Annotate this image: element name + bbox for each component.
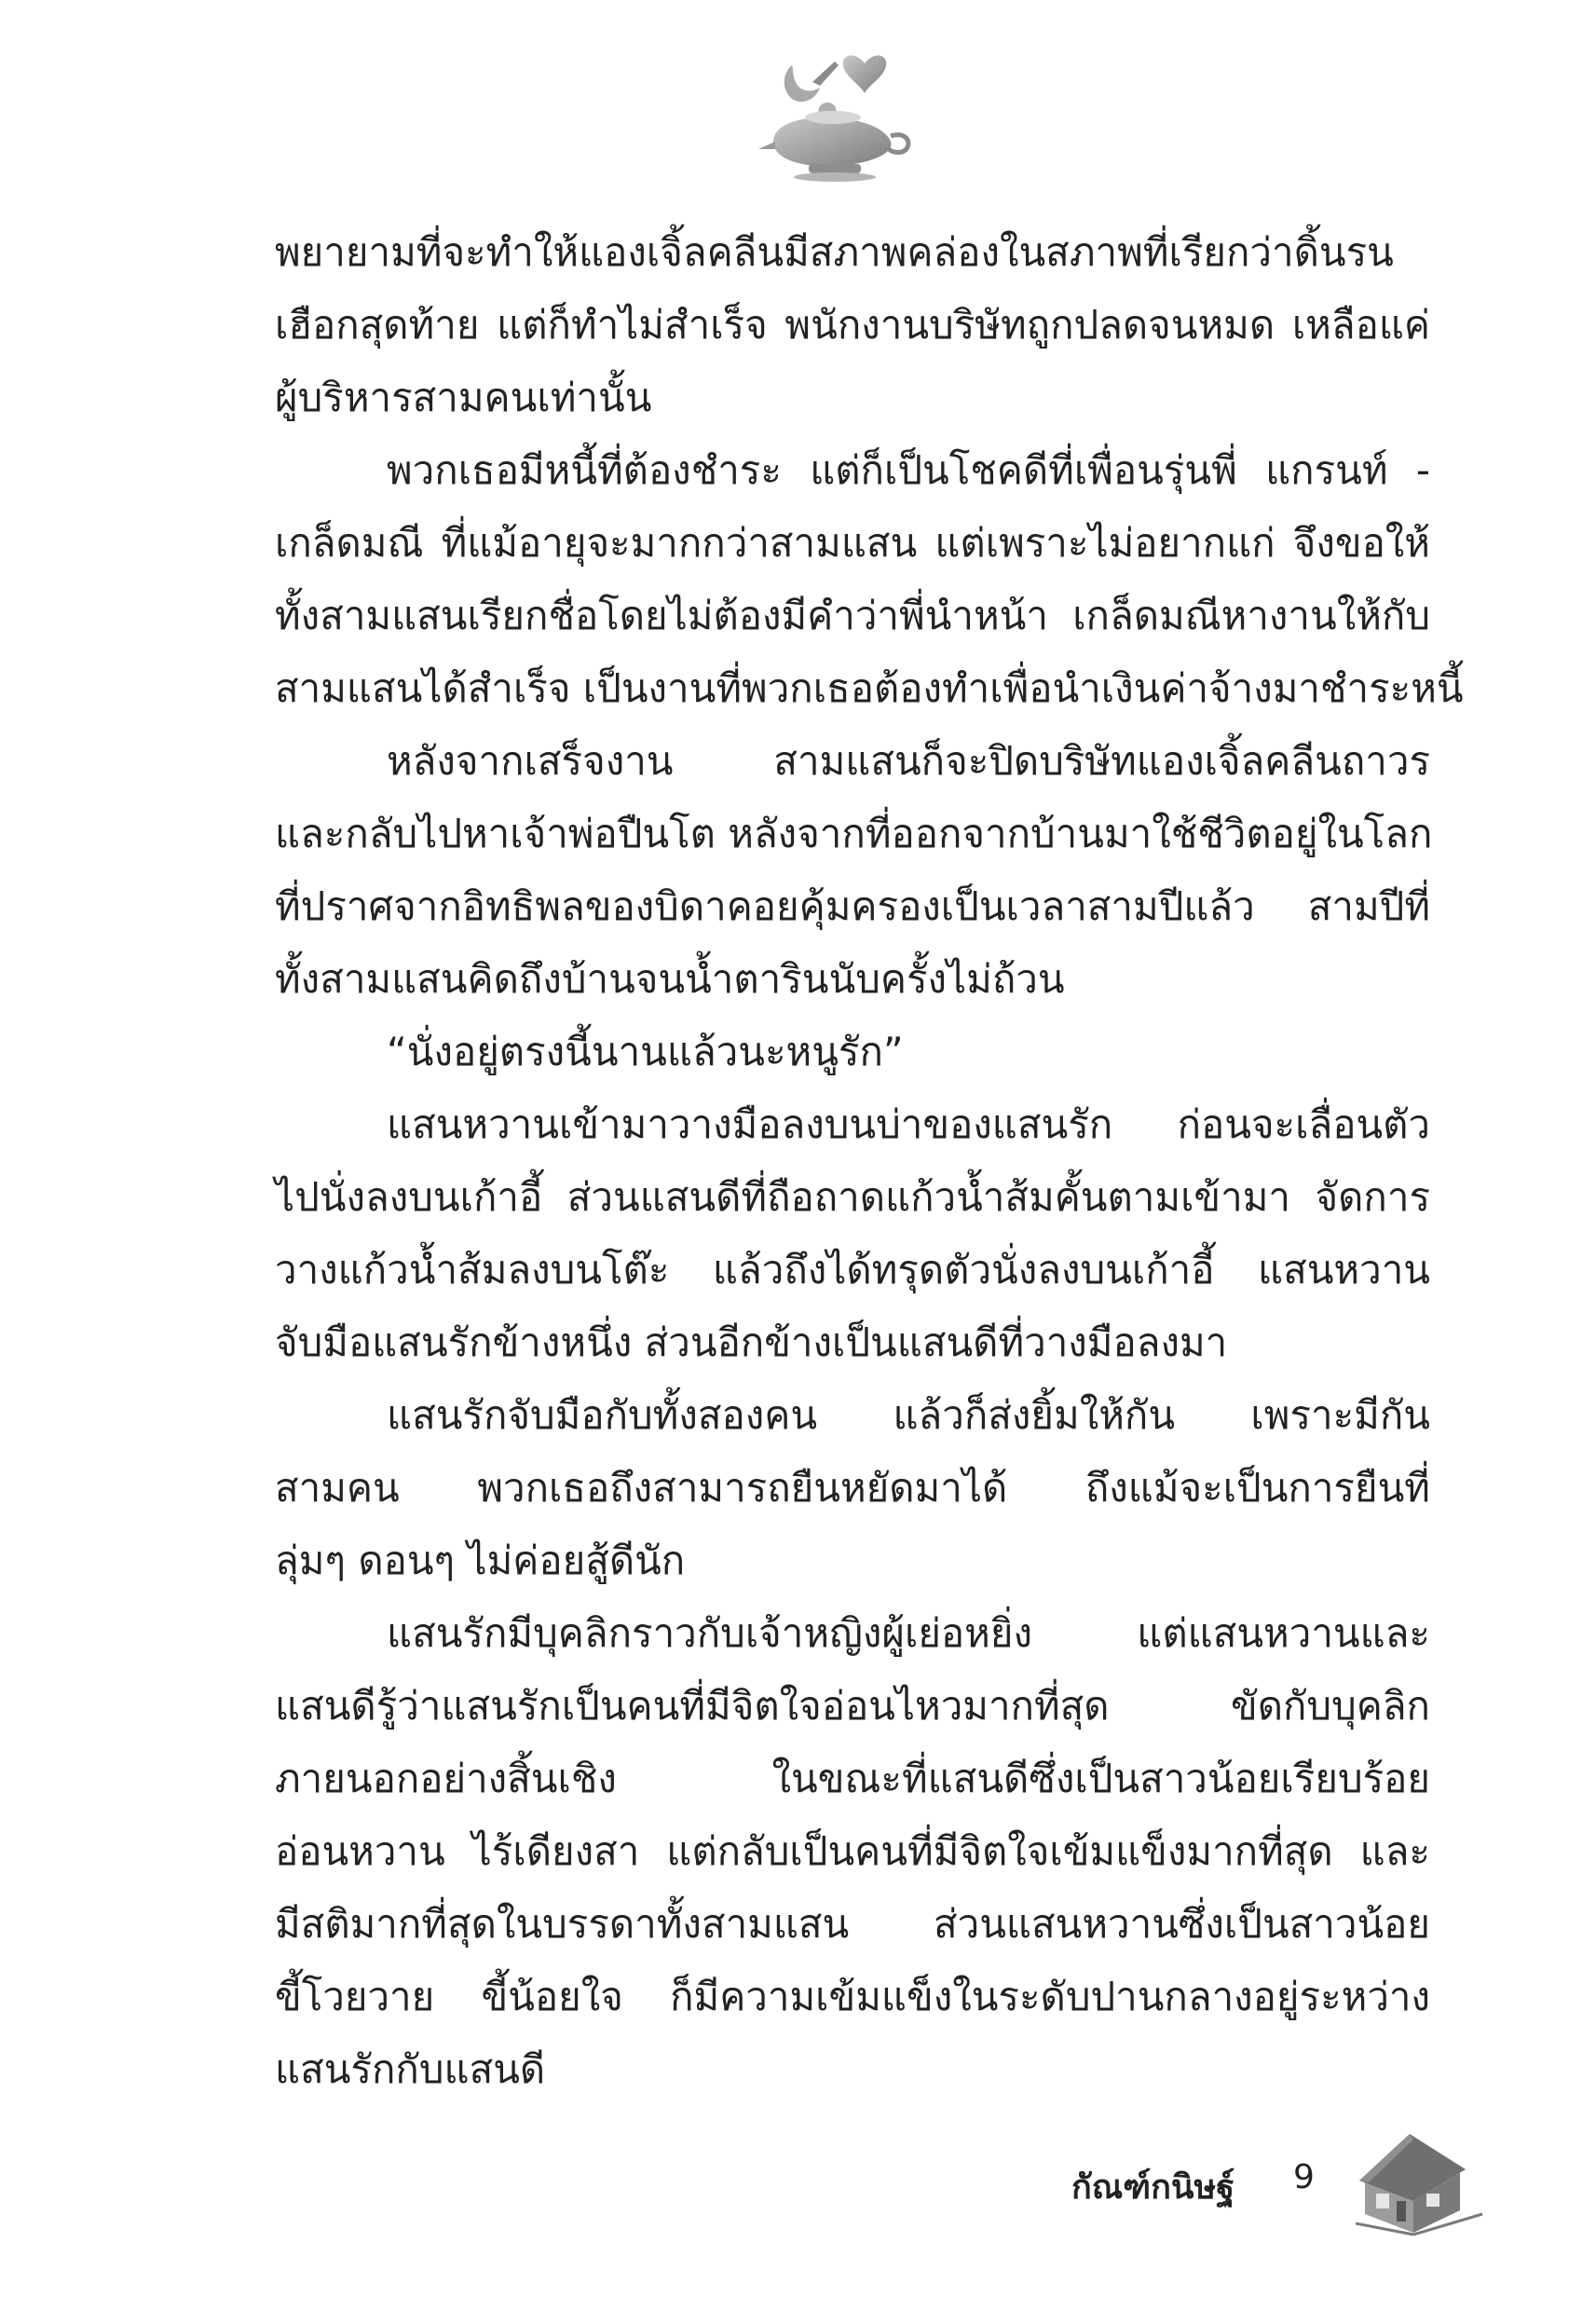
body-text (275, 216, 1464, 2106)
text-line: อ่อนหวาน ไร้เดียงสา แต่กลับเป็นคนที่มีจิตใจเข้มแข็งมากที่สุด และ (275, 1828, 1430, 1874)
text-line: สามคน พวกเธอถึงสามารถยืนหยัดมาได้ ถึงแม้จะเป็นการยืนที่ (275, 1465, 1430, 1511)
text-line: และกลับไปหาเจ้าพ่อปืนโต หลังจากที่ออกจากบ้านมาใช้ชีวิตอยู่ในโลก (275, 811, 1433, 856)
running-footer-title: กัณฑ์กนิษฐ์ (1071, 2168, 1235, 2207)
text-line: ทั้งสามแสนเรียกชื่อโดยไม่ต้องมีคำว่าพี่นำหน้า เกล็ดมณีหางานให้กับ (275, 593, 1430, 638)
page-number: 9 (1293, 2158, 1315, 2196)
text-line: เกล็ดมณี ที่แม้อายุจะมากกว่าสามแสน แต่เพราะไม่อยากแก่ จึงขอให้ (275, 520, 1430, 566)
paragraph (275, 1016, 1430, 1088)
text-line: ขี้โวยวาย ขี้น้อยใจ ก็มีความเข้มแข็งในระดับปานกลางอยู่ระหว่าง (275, 1974, 1430, 2019)
house-icon (1356, 2125, 1486, 2236)
text-line: สามแสนได้สำเร็จ เป็นงานที่พวกเธอต้องทำเพื่อนำเงินค่าจ้างมาชำระหนี้ (275, 665, 1464, 711)
text-line: พยายามที่จะทำให้แองเจิ้ลคลีนมีสภาพคล่องในสภาพที่เรียกว่าดิ้นรน (275, 229, 1394, 275)
paragraph (275, 1597, 1430, 2106)
paragraph (275, 725, 1433, 1016)
text-line: ทั้งสามแสนคิดถึงบ้านจนน้ำตารินนับครั้งไม่ถ้วน (275, 956, 1065, 1002)
paragraph (275, 216, 1430, 434)
text-line: “นั่งอยู่ตรงนี้นานแล้วนะหนูรัก” (387, 1029, 904, 1074)
text-line: มีสติมากที่สุดในบรรดาทั้งสามแสน ส่วนแสนหวานซึ่งเป็นสาวน้อย (275, 1901, 1430, 1947)
text-line: แสนรักกับแสนดี (275, 2046, 546, 2092)
text-line: พวกเธอมีหนี้ที่ต้องชำระ แต่ก็เป็นโชคดีที่เพื่อนรุ่นพี่ แกรนท์ - (387, 447, 1430, 493)
text-line: วางแก้วน้ำส้มลงบนโต๊ะ แล้วถึงได้ทรุดตัวนั่งลงบนเก้าอี้ แสนหวาน (275, 1247, 1430, 1292)
text-line: หลังจากเสร็จงาน สามแสนก็จะปิดบริษัทแองเจิ้ลคลีนถาวร (387, 738, 1430, 784)
text-line: ผู้บริหารสามคนเท่านั้น (275, 375, 652, 420)
text-line: เฮือกสุดท้าย แต่ก็ทำไม่สำเร็จ พนักงานบริษัทถูกปลดจนหมด เหลือแค่ (275, 302, 1430, 348)
text-line: แสนหวานเข้ามาวางมือลงบนบ่าของแสนรัก ก่อนจะเลื่อนตัว (387, 1101, 1430, 1147)
text-line: ภายนอกอย่างสิ้นเชิง ในขณะที่แสนดีซึ่งเป็นสาวน้อยเรียบร้อย (275, 1756, 1430, 1801)
text-line: แสนรักจับมือกับทั้งสองคน แล้วก็ส่งยิ้มให้กัน เพราะมีกัน (387, 1392, 1430, 1438)
text-line: จับมือแสนรักข้างหนึ่ง ส่วนอีกข้างเป็นแสนดีที่วางมือลงมา (275, 1320, 1228, 1365)
paragraph (275, 1088, 1430, 1379)
text-line: แสนรักมีบุคลิกราวกับเจ้าหญิงผู้เย่อหยิ่ง แต่แสนหวานและ (387, 1610, 1430, 1656)
text-line: แสนดีรู้ว่าแสนรักเป็นคนที่มีจิตใจอ่อนไหวมากที่สุด ขัดกับบุคลิก (275, 1683, 1430, 1729)
text-line: ลุ่มๆ ดอนๆ ไม่ค่อยสู้ดีนัก (275, 1538, 686, 1583)
paragraph (275, 434, 1464, 725)
text-line: ไปนั่งลงบนเก้าอี้ ส่วนแสนดีที่ถือถาดแก้วน้ำส้มคั้นตามเข้ามา จัดการ (275, 1174, 1430, 1220)
text-line: ที่ปราศจากอิทธิพลของบิดาคอยคุ้มครองเป็นเวลาสามปีแล้ว สามปีที่ (275, 883, 1430, 929)
lamp-heart-emblem-icon (755, 45, 913, 185)
paragraph (275, 1379, 1430, 1597)
